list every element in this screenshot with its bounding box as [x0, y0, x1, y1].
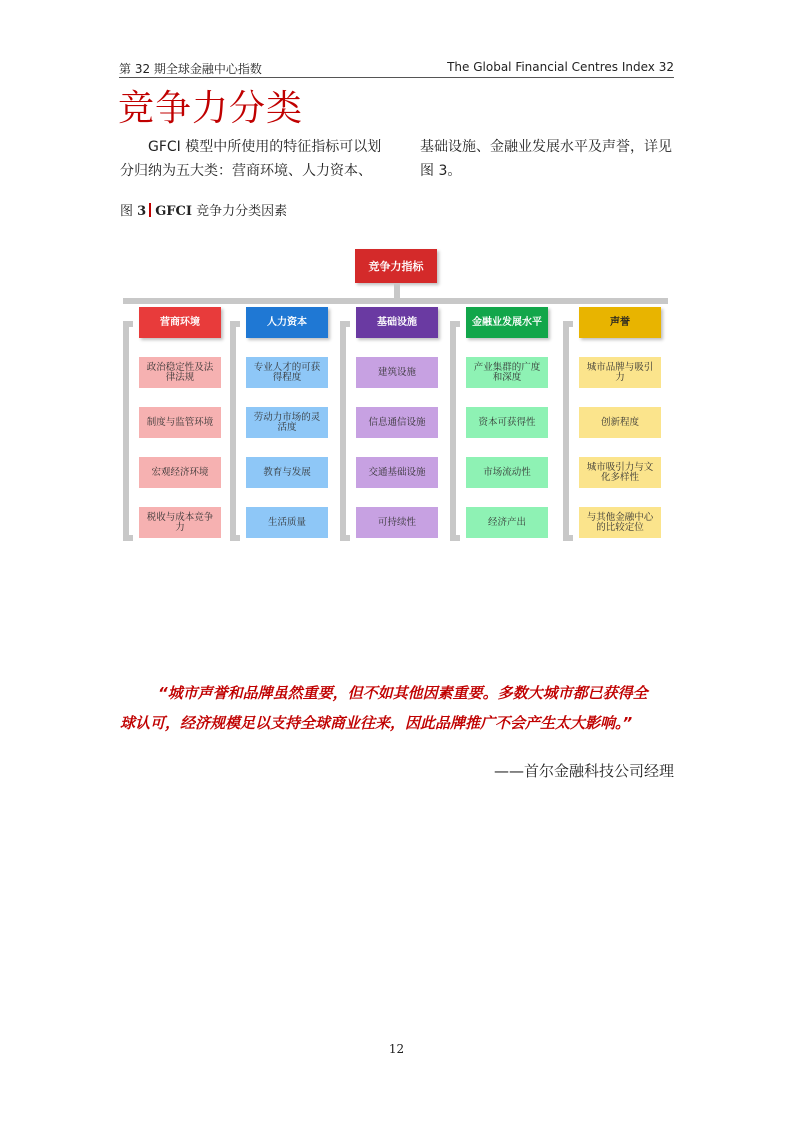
factor-node: 可持续性 [356, 507, 438, 538]
quote-line-1: “城市声誉和品牌虽然重要，但不如其他因素重要。多数大城市都已获得全 [158, 684, 648, 702]
figure-caption-prefix: 图 [120, 204, 138, 219]
factor-node: 市场流动性 [466, 457, 548, 488]
column-bracket [230, 321, 240, 541]
column-bracket [563, 321, 573, 541]
quote-attribution: ——首尔金融科技公司经理 [493, 762, 674, 780]
running-header [119, 59, 674, 78]
column-bracket [340, 321, 350, 541]
factor-node: 教育与发展 [246, 457, 328, 488]
header-right-title: The Global Financial Centres Index 32 [447, 60, 674, 74]
page-number: 12 [388, 1042, 405, 1056]
figure-caption [120, 200, 287, 219]
factor-node: 城市品牌与吸引力 [579, 357, 661, 388]
category-node: 声誉 [579, 307, 661, 338]
factor-node: 劳动力市场的灵活度 [246, 407, 328, 438]
factor-node: 宏观经济环境 [139, 457, 221, 488]
factor-node: 交通基础设施 [356, 457, 438, 488]
factor-node: 税收与成本竞争力 [139, 507, 221, 538]
figure-caption-text: 竞争力分类因素 [191, 204, 288, 219]
column-bracket [450, 321, 460, 541]
quote-line-2: 球认可，经济规模足以支持全球商业往来，因此品牌推广不会产生太大影响。” [120, 714, 633, 732]
body-paragraph-right: 基础设施、金融业发展水平及声誉，详见图 3。 [420, 139, 672, 179]
section-title: 竞争力分类 [118, 88, 304, 129]
figure-caption-number: 3 [137, 204, 147, 219]
factor-node: 与其他金融中心的比较定位 [579, 507, 661, 538]
factor-node: 制度与监管环境 [139, 407, 221, 438]
factor-node: 信息通信设施 [356, 407, 438, 438]
category-node: 基础设施 [356, 307, 438, 338]
factor-node: 政治稳定性及法律法规 [139, 357, 221, 388]
factor-node: 经济产出 [466, 507, 548, 538]
factor-node: 产业集群的广度和深度 [466, 357, 548, 388]
column-bracket [123, 321, 133, 541]
diagram-root-node: 竞争力指标 [355, 249, 437, 283]
factor-node: 城市吸引力与文化多样性 [579, 457, 661, 488]
branch-connector [123, 298, 668, 304]
factor-node: 建筑设施 [356, 357, 438, 388]
factor-node: 创新程度 [579, 407, 661, 438]
category-node: 人力资本 [246, 307, 328, 338]
header-left-title: 第 32 期全球金融中心指数 [119, 62, 262, 76]
caption-divider [149, 203, 151, 217]
factor-node: 资本可获得性 [466, 407, 548, 438]
figure-caption-gfci: GFCI [155, 204, 192, 219]
category-node: 金融业发展水平 [466, 307, 548, 338]
factor-node: 专业人才的可获得程度 [246, 357, 328, 388]
category-node: 营商环境 [139, 307, 221, 338]
competitiveness-diagram [117, 243, 677, 548]
pull-quote [120, 678, 676, 738]
factor-node: 生活质量 [246, 507, 328, 538]
body-paragraph-left: GFCI 模型中所使用的特征指标可以划分归纳为五大类：营商环境、人力资本、 [120, 139, 382, 179]
